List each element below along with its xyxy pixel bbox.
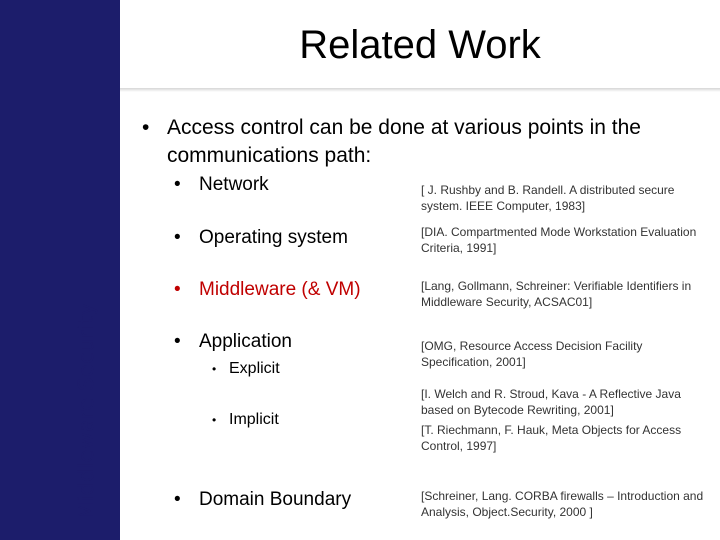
list-item-explicit — [212, 360, 280, 378]
sidebar-band — [0, 0, 120, 540]
reference-implicit: [T. Riechmann, F. Hauk, Meta Objects for Access Control, 1997] — [421, 423, 682, 453]
bullet-icon: • — [212, 362, 217, 376]
bullet-icon: • — [174, 227, 181, 248]
reference-operating-system: [DIA. Compartmented Mode Workstation Evaluation Criteria, 1991] — [421, 225, 697, 255]
side-label: Middleware Security — [74, 302, 98, 520]
title-divider — [120, 88, 720, 92]
item-label: Implicit — [229, 411, 279, 428]
item-label: Explicit — [229, 360, 280, 377]
list-item-application — [174, 331, 292, 353]
bullet-icon: • — [174, 489, 181, 510]
bullet-icon: • — [174, 279, 181, 300]
list-item-network — [174, 174, 269, 196]
slide-title: Related Work — [299, 23, 541, 67]
item-label: Middleware (& VM) — [199, 279, 361, 300]
item-label: Application — [199, 331, 292, 352]
main-bullet-text: Access control can be done at various points in the communications path: — [167, 116, 641, 167]
item-label: Operating system — [199, 227, 348, 248]
reference-domain-boundary: [Schreiner, Lang. CORBA firewalls – Introduction and Analysis, Object.Security, 2000 ] — [421, 489, 704, 519]
list-item-operating-system — [174, 227, 348, 249]
item-label: Domain Boundary — [199, 489, 352, 510]
reference-application: [OMG, Resource Access Decision Facility Specification, 2001] — [421, 339, 643, 369]
bullet-icon: • — [142, 116, 150, 139]
list-item-implicit — [212, 411, 279, 429]
list-item-domain-boundary — [174, 489, 351, 511]
reference-explicit: [I. Welch and R. Stroud, Kava - A Reflective Java based on Bytecode Rewriting, 2001] — [421, 387, 681, 417]
reference-network: [ J. Rushby and B. Randell. A distributed secure system. IEEE Computer, 1983] — [421, 183, 675, 213]
bullet-icon: • — [212, 413, 217, 427]
item-label: Network — [199, 174, 269, 195]
list-item-middleware — [174, 279, 361, 301]
bullet-icon: • — [174, 174, 181, 195]
bullet-icon: • — [174, 331, 181, 352]
reference-middleware: [Lang, Gollmann, Schreiner: Verifiable Identifiers in Middleware Security, ACSAC01] — [421, 279, 692, 309]
